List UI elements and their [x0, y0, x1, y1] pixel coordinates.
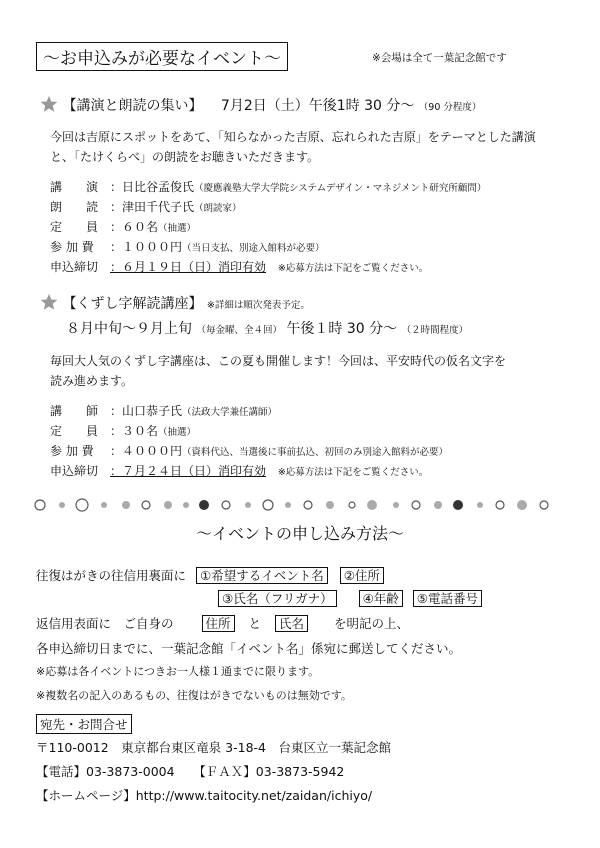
method-line-4: 各申込締切日までに、一葉記念館「イベント名」係宛に郵送してください。 — [36, 641, 462, 656]
name-box: 氏名 — [275, 615, 308, 632]
event1-heading — [40, 95, 481, 115]
row-note: （法政大学兼任講師） — [182, 407, 278, 418]
event2-title: 【くずし字解読講座】 — [62, 296, 203, 312]
contact-tel: 【電話】03-3873-0004 【ＦＡＸ】03-3873-5942 — [36, 764, 345, 779]
deadline-note: ※応募方法は下記をご覧ください。 — [277, 467, 429, 478]
event2-row-lecturer — [50, 402, 277, 419]
contact-heading: 宛先・お問合せ — [36, 714, 132, 734]
method-item-5: ⑤電話番号 — [413, 590, 482, 607]
method-line-1 — [36, 566, 384, 584]
deadline-value: ：６月１９日（日）消印有効 — [110, 260, 267, 274]
event2-desc-1: 毎回大人気のくずし字講座は、この夏も開催します！今回は、平安時代の仮名文字を — [50, 354, 507, 368]
row-label: 申込締切 — [50, 260, 99, 274]
event1-row-lecture — [50, 178, 486, 195]
row-label: 講 師 — [50, 404, 99, 418]
row-note: （抽選） — [158, 223, 197, 234]
event2-date — [66, 318, 468, 338]
row-label: 参 加 費 — [50, 444, 94, 458]
method-item-3: ③氏名（フリガナ） — [218, 590, 337, 607]
event2-date-c: 午後１時 30 分～ — [286, 321, 398, 337]
contact-web[interactable]: 【ホームページ】http://www.taitocity.net/zaidan/ichiyo/ — [36, 788, 373, 803]
event1-duration: （90 分程度） — [418, 102, 482, 113]
event1-desc-1: 今回は吉原にスポットをあて、「知らなかった吉原、忘れられた吉原」をテーマとした講演 — [50, 130, 536, 144]
row-note: （朗読家） — [194, 203, 242, 214]
row-label: 参 加 費 — [50, 240, 94, 254]
row-value: ：４０００円 — [110, 444, 183, 458]
dots-divider — [34, 495, 554, 515]
reply-prefix: 返信用表面に ご自身の — [36, 616, 174, 631]
row-value: ：３０名 — [110, 424, 159, 438]
row-value: ：６０名 — [110, 220, 159, 234]
method-item-2: ②住所 — [340, 567, 384, 584]
row-note: （当日支払、別途入館料が必要） — [182, 243, 325, 254]
row-label: 朗 読 — [50, 200, 99, 214]
event2-date-b: （毎金曜、全４回） — [196, 325, 282, 336]
row-label: 定 員 — [50, 220, 99, 234]
event2-heading — [40, 293, 310, 313]
row-value: ：山口恭子氏 — [110, 404, 183, 418]
venue-note: ※会場は全て一葉記念館です — [372, 52, 507, 64]
event2-row-capacity — [50, 422, 196, 439]
row-note: （抽選） — [158, 427, 197, 438]
event1-title: 【講演と朗読の集い】 — [62, 98, 203, 114]
row-note: （慶應義塾大学大学院システムデザイン・マネジメント研究所顧問） — [194, 183, 487, 194]
event1-row-reading — [50, 198, 242, 215]
event2-date-a: ８月中旬～９月上旬 — [66, 321, 192, 337]
method-prefix: 往復はがきの往信用裏面に — [36, 568, 187, 583]
method-title: ～イベントの申し込み方法～ — [195, 524, 404, 543]
method-line-3 — [36, 614, 409, 632]
row-note: （資料代込、当選後に事前払込、初回のみ別途入館料が必要） — [182, 447, 449, 458]
star-icon — [40, 293, 58, 311]
reply-suffix: を明記の上、 — [334, 616, 410, 631]
row-value: ：１０００円 — [110, 240, 183, 254]
event2-desc-2: 読み進めます。 — [50, 374, 134, 388]
row-label: 講 演 — [50, 180, 99, 194]
deadline-value: ：７月２４日（日）消印有効 — [110, 464, 267, 478]
deadline-note: ※応募方法は下記をご覧ください。 — [277, 263, 429, 274]
and-text: と — [248, 616, 262, 631]
method-item-4: ④年齢 — [359, 590, 403, 607]
page-title: ～お申込みが必要なイベント～ — [36, 42, 288, 71]
row-label: 申込締切 — [50, 464, 99, 478]
event1-row-capacity — [50, 218, 196, 235]
event2-date-d: （２時間程度） — [401, 325, 469, 336]
method-line-2 — [218, 589, 482, 607]
event2-row-fee — [50, 442, 448, 459]
star-icon — [40, 95, 58, 113]
event1-date: 7月2日（土）午後1時 30 分～ — [220, 98, 415, 114]
event1-row-deadline — [50, 258, 428, 275]
method-note-1: ※応募は各イベントにつきお一人様１通までに限ります。 — [36, 665, 320, 678]
method-note-2: ※複数名の記入のあるもの、往復はがきでないものは無効です。 — [36, 689, 352, 702]
event2-title-note: ※詳細は順次発表予定。 — [206, 300, 310, 311]
row-value: ：津田千代子氏 — [110, 200, 195, 214]
event2-row-deadline — [50, 462, 428, 479]
event1-row-fee — [50, 238, 325, 255]
contact-address: 〒110-0012 東京都台東区竜泉 3-18-4 台東区立一葉記念館 — [36, 740, 391, 755]
event1-desc-2: と、「たけくらべ」の朗読をお聴きいただきます。 — [50, 150, 320, 164]
method-item-1: ①希望するイベント名 — [196, 567, 328, 584]
row-value: ：日比谷孟俊氏 — [110, 180, 195, 194]
row-label: 定 員 — [50, 424, 99, 438]
addr-box: 住所 — [202, 615, 235, 632]
